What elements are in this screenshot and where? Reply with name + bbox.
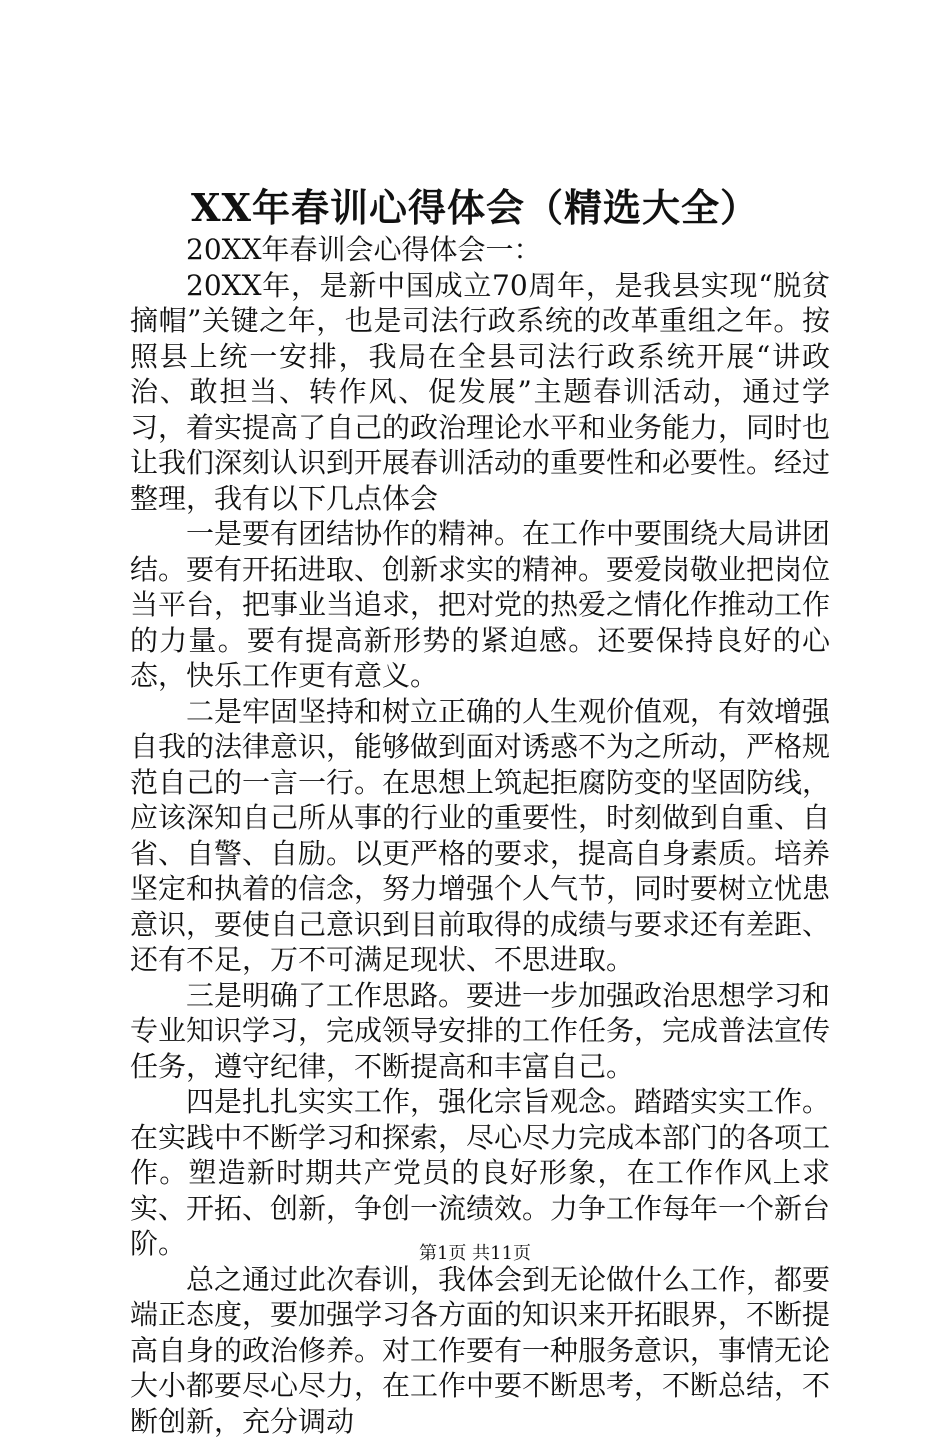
paragraph-point-two: 二是牢固坚持和树立正确的人生观价值观，有效增强自我的法律意识，能够做到面对诱惑不为之所动，严格规范自己的一言一行。在思想上筑起拒腐防变的坚固防线，应该深知自己所从事的行业的重要性，时刻做到自重、自省、自警、自励。以更严格的要求，提高自身素质。培养坚定和执着的信念，努力增强个人气节，同时要树立忧患意识，要使自己意识到目前取得的成绩与要求还有差距、还有不足，万不可满足现状、不思进取。 (130, 694, 830, 978)
paragraph-summary: 总之通过此次春训，我体会到无论做什么工作，都要端正态度，要加强学习各方面的知识来开拓眼界，不断提高自身的政治修养。对工作要有一种服务意识，事情无论大小都要尽心尽力，在工作中要不断思考，不断总结，不断创新，充分调动 (130, 1262, 830, 1439)
document-title: XX年春训心得体会（精选大全） (0, 180, 950, 236)
paragraph-point-one: 一是要有团结协作的精神。在工作中要围绕大局讲团结。要有开拓进取、创新求实的精神。要爱岗敬业把岗位当平台，把事业当追求，把对党的热爱之情化作推动工作的力量。要有提高新形势的紧迫感。还要保持良好的心态，快乐工作更有意义。 (130, 516, 830, 694)
paragraph-intro: 20XX年，是新中国成立70周年，是我县实现“脱贫摘帽”关键之年，也是司法行政系统的改革重组之年。按照县上统一安排，我局在全县司法行政系统开展“讲政治、敢担当、转作风、促发展”主题春训活动，通过学习，着实提高了自己的政治理论水平和业务能力，同时也让我们深刻认识到开展春训活动的重要性和必要性。经过整理，我有以下几点体会 (130, 268, 830, 517)
page-number-footer: 第1页 共11页 (0, 1241, 950, 1267)
paragraph-heading: 20XX年春训会心得体会一： (130, 232, 830, 268)
paragraph-point-four: 四是扎扎实实工作，强化宗旨观念。踏踏实实工作。在实践中不断学习和探索，尽心尽力完成本部门的各项工作。塑造新时期共产党员的良好形象，在工作作风上求实、开拓、创新，争创一流绩效。力争工作每年一个新台阶。 (130, 1084, 830, 1262)
paragraph-point-three: 三是明确了工作思路。要进一步加强政治思想学习和专业知识学习，完成领导安排的工作任务，完成普法宣传任务，遵守纪律，不断提高和丰富自己。 (130, 978, 830, 1085)
